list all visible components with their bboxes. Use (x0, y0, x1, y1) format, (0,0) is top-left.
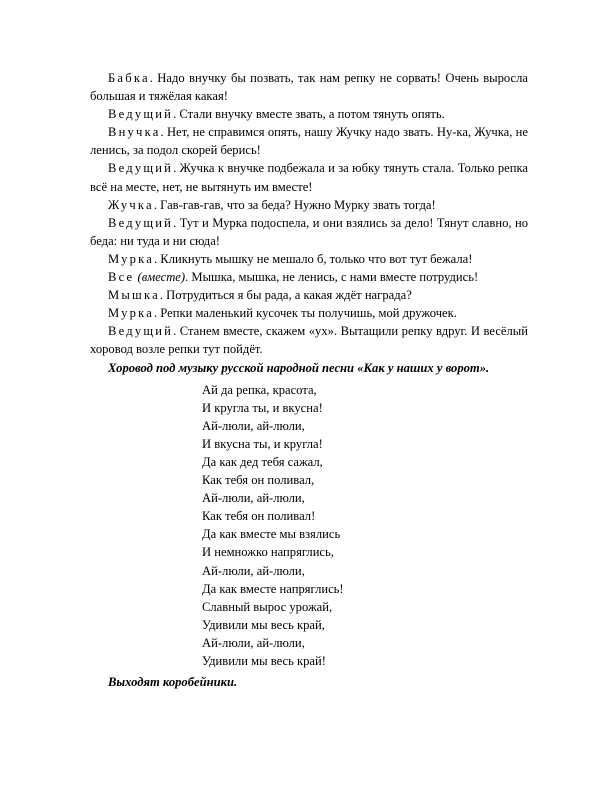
document-page (90, 69, 528, 691)
dialogue-text: . Надо внучку бы позвать, так нам репку не сорвать! Очень выросла большая и тяжёлая какая! (90, 71, 528, 104)
stage-direction: Хоровод под музыку русской народной песни «Как у наших у ворот». (108, 360, 490, 375)
dialogue-text: . Стали внучку вместе звать, а потом тянуть опять. (173, 107, 445, 122)
song-line: И вкусна ты, и кругла! (202, 436, 323, 451)
song-line: Славный вырос урожай, (202, 599, 333, 614)
dialogue-text: . Станем вместе, скажем «ух». Вытащили репку вдруг. И весёлый хоровод возле репки тут пойдёт. (90, 324, 528, 357)
speaker-name: Мурка (108, 251, 154, 266)
exit-direction: Выходят коробейники. (108, 675, 238, 690)
song-line: Удивили мы весь край, (202, 617, 325, 632)
song-line: Да как вместе мы взялись (202, 527, 341, 542)
dialogue-text: . Жучка к внучке подбежала и за юбку тянуть стала. Только репка всё на месте, нет, не вытянуть им вместе! (90, 161, 528, 194)
dialogue-line (90, 105, 528, 123)
dialogue-text: . Потрудиться я бы рада, а какая ждёт награда? (159, 288, 412, 303)
song-line: Да как вместе напряглись! (202, 581, 344, 596)
dialogue-line (90, 159, 528, 195)
dialogue-text: . Мышка, мышка, не ленись, с нами вместе потрудись! (185, 270, 479, 285)
song-line: Ай да репка, красота, (202, 382, 317, 397)
song-line: И кругла ты, и вкусна! (202, 400, 323, 415)
speaker-name: Все (108, 270, 135, 285)
dialogue-block (90, 69, 528, 359)
speaker-name: Мурка (108, 306, 154, 321)
speaker-note: (вместе) (137, 270, 186, 285)
song-line: Как тебя он поливал! (202, 509, 316, 524)
speaker-name: Ведущий (108, 324, 174, 339)
speaker-name: Ведущий (108, 107, 174, 122)
dialogue-line (90, 123, 528, 159)
dialogue-text: . Тут и Мурка подоспела, и они взялись за дело! Тянут славно, но беда: ни туда и ни сюда! (90, 215, 528, 248)
song-line: Как тебя он поливал, (202, 473, 315, 488)
song-line: Удивили мы весь край! (202, 654, 326, 668)
song-line: Ай-люли, ай-люли, (202, 491, 305, 506)
speaker-name: Внучка (108, 125, 161, 140)
speaker-name: Мышка (108, 288, 160, 303)
speaker-name: Ведущий (108, 161, 174, 176)
song-line: Да как дед тебя сажал, (202, 454, 323, 469)
dialogue-line (90, 214, 528, 250)
speaker-name: Ведущий (108, 215, 174, 230)
dialogue-line (90, 196, 528, 214)
dialogue-text: . Кликнуть мышку не мешало б, только что вот тут бежала! (154, 251, 473, 266)
dialogue-text: . Нет, не справимся опять, нашу Жучку надо звать. Ну-ка, Жучка, не ленись, за подол скорей берись! (90, 125, 528, 158)
song-line: И немножко напряглись, (202, 545, 334, 560)
song-verse (202, 381, 528, 671)
dialogue-text: . Репки маленький кусочек ты получишь, мой дружочек. (154, 306, 457, 321)
song-line: Ай-люли, ай-люли, (202, 635, 305, 650)
dialogue-line (90, 268, 528, 286)
dialogue-line (90, 286, 528, 304)
dialogue-line (90, 304, 528, 322)
speaker-name: Жучка (108, 197, 154, 212)
song-line: Ай-люли, ай-люли, (202, 418, 305, 433)
dialogue-line (90, 69, 528, 105)
dialogue-line (90, 250, 528, 268)
speaker-name: Бабка (108, 71, 150, 85)
dialogue-line (90, 322, 528, 358)
dialogue-text: . Гав-гав-гав, что за беда? Нужно Мурку звать тогда! (153, 197, 436, 212)
song-line: Ай-люли, ай-люли, (202, 563, 305, 578)
